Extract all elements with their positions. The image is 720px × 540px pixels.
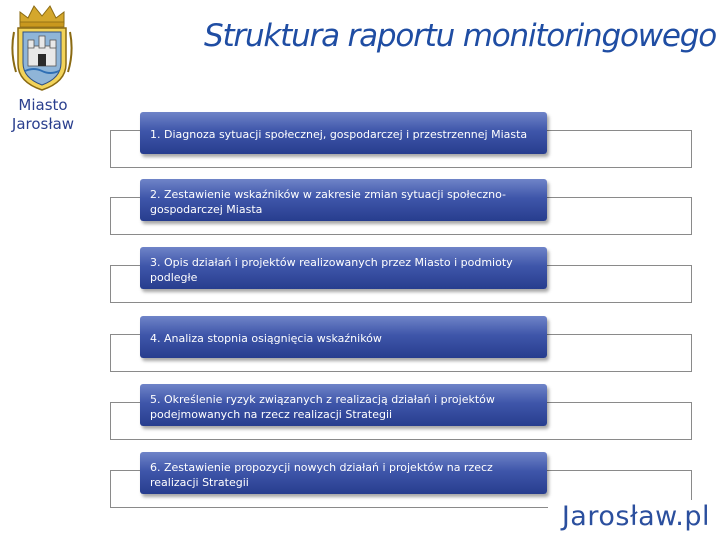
step-3-label: 3. Opis działań i projektów realizowanych przez Miasto i podmioty podległe: [150, 255, 513, 284]
step-2: [140, 179, 547, 221]
step-1-label: 1. Diagnoza sytuacji społecznej, gospodarczej i przestrzennej Miasta: [150, 128, 528, 141]
step-1: [140, 112, 547, 154]
step-4-label: 4. Analiza stopnia osiągnięcia wskaźników: [150, 332, 382, 345]
city-name-label: Miasto Jarosław: [11, 96, 75, 133]
step-6-label: 6. Zestawienie propozycji nowych działań i projektów na rzecz realizacji Strategii: [150, 460, 493, 489]
step-5-label: 5. Określenie ryzyk związanych z realizacją działań i projektów podejmowanych na rzecz realizacji Strategii: [150, 392, 495, 421]
step-6: [140, 452, 547, 494]
step-2-label: 2. Zestawienie wskaźników w zakresie zmian sytuacji społeczno-gospodarczej Miasta: [150, 187, 507, 216]
page-title: Struktura raportu monitoringowego: [203, 18, 716, 54]
footer-brand: Jarosław.pl: [561, 501, 710, 532]
city-coat-of-arms-logo: [10, 2, 74, 94]
step-3: [140, 247, 547, 289]
step-5: [140, 384, 547, 426]
step-4: [140, 316, 547, 358]
